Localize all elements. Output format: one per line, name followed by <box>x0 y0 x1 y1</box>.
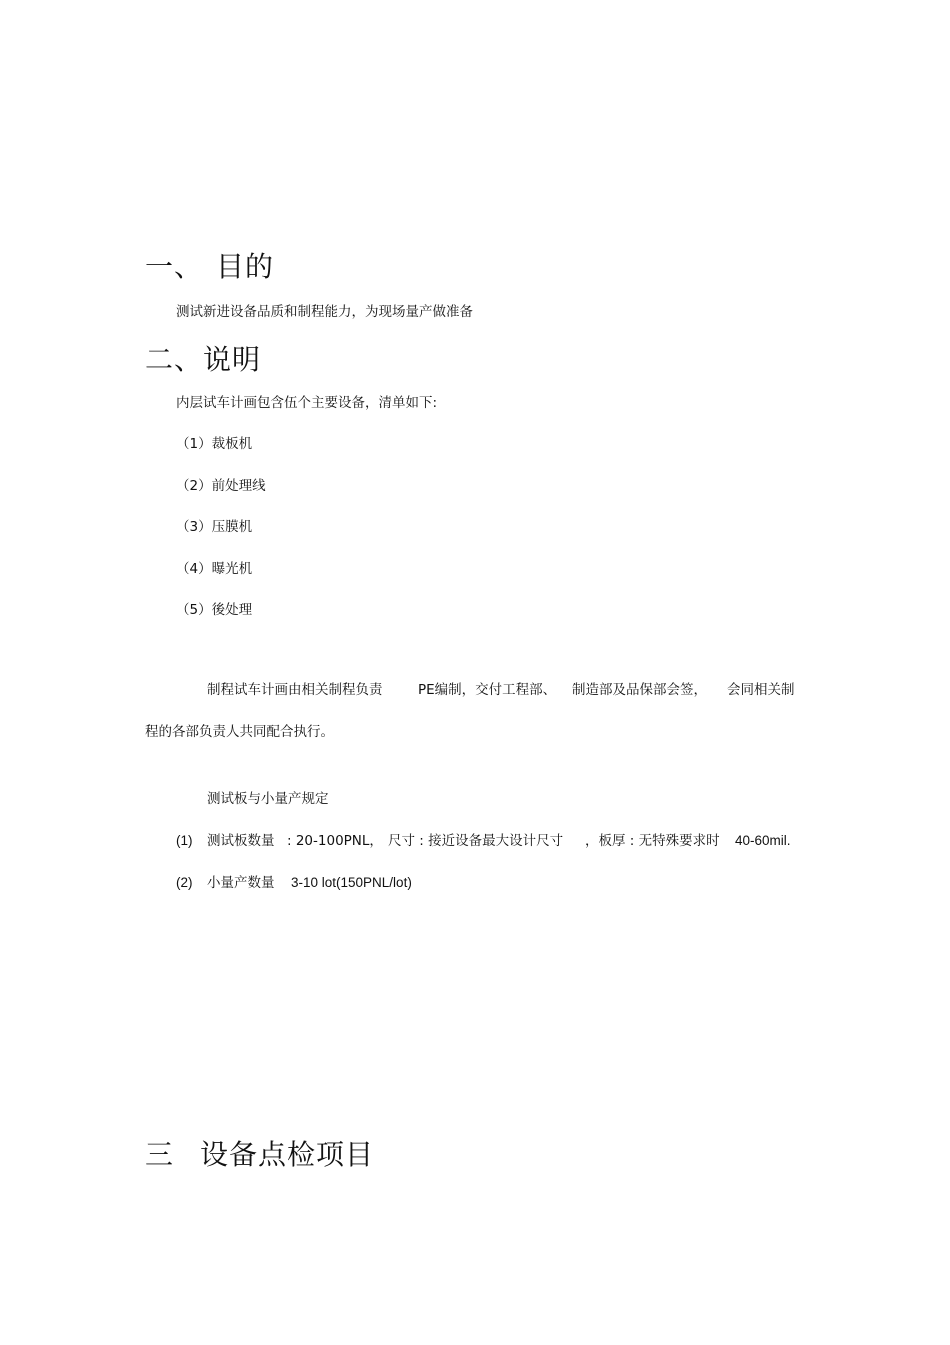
test-rule-segment: 尺寸 : 接近设备最大设计尺寸 <box>388 833 564 849</box>
test-rule-segment: ，板厚 : 无特殊要求时 <box>585 833 720 849</box>
list-item-number: (1) <box>176 833 193 848</box>
test-rule-segment: : 20-100PNL， <box>287 833 383 849</box>
responsibility-segment-4: 会同相关制 <box>727 682 795 698</box>
test-rules-title: 测试板与小量产规定 <box>207 791 329 807</box>
list-item <box>176 560 252 578</box>
list-item <box>176 477 266 495</box>
section2-title: 二、说明 <box>145 343 262 376</box>
responsibility-segment-2: PE编制，交付工程部、 <box>418 682 557 698</box>
test-rule-segment: 测试板数量 <box>207 833 275 849</box>
section2-intro: 内层试车计画包含伍个主要设备，清单如下: <box>176 395 438 411</box>
section1-body: 测试新进设备品质和制程能力，为现场量产做准备 <box>176 304 473 320</box>
section1-number: 一、 <box>145 250 204 283</box>
list-item-label: 压膜机 <box>211 519 253 535</box>
responsibility-segment-1: 制程试车计画由相关制程负责 <box>207 682 383 698</box>
list-item-label: 裁板机 <box>211 436 253 452</box>
list-item-number: （1） <box>176 436 212 452</box>
section3-number: 三 <box>145 1138 175 1171</box>
responsibility-line-2: 程的各部负责人共同配合执行。 <box>145 724 334 740</box>
list-item <box>176 601 252 619</box>
section1-title: 目的 <box>216 250 275 283</box>
list-item-number: （2） <box>176 478 212 494</box>
list-item-number: （5） <box>176 602 212 618</box>
list-item-label: 前处理线 <box>211 478 266 494</box>
list-item-number: （4） <box>176 561 212 577</box>
test-rule-segment: 3-10 lot(150PNL/lot) <box>291 875 412 890</box>
test-rule-segment: 小量产数量 <box>207 875 275 891</box>
test-rule-segment: 40-60mil. <box>735 833 791 848</box>
responsibility-segment-3: 制造部及品保部会签， <box>572 682 707 698</box>
list-item-number: (2) <box>176 875 193 890</box>
list-item-number: （3） <box>176 519 212 535</box>
list-item-label: 後处理 <box>211 602 253 618</box>
section3-title: 设备点检项目 <box>200 1138 375 1171</box>
list-item <box>176 435 252 453</box>
list-item <box>176 518 252 536</box>
list-item-label: 曝光机 <box>211 561 253 577</box>
